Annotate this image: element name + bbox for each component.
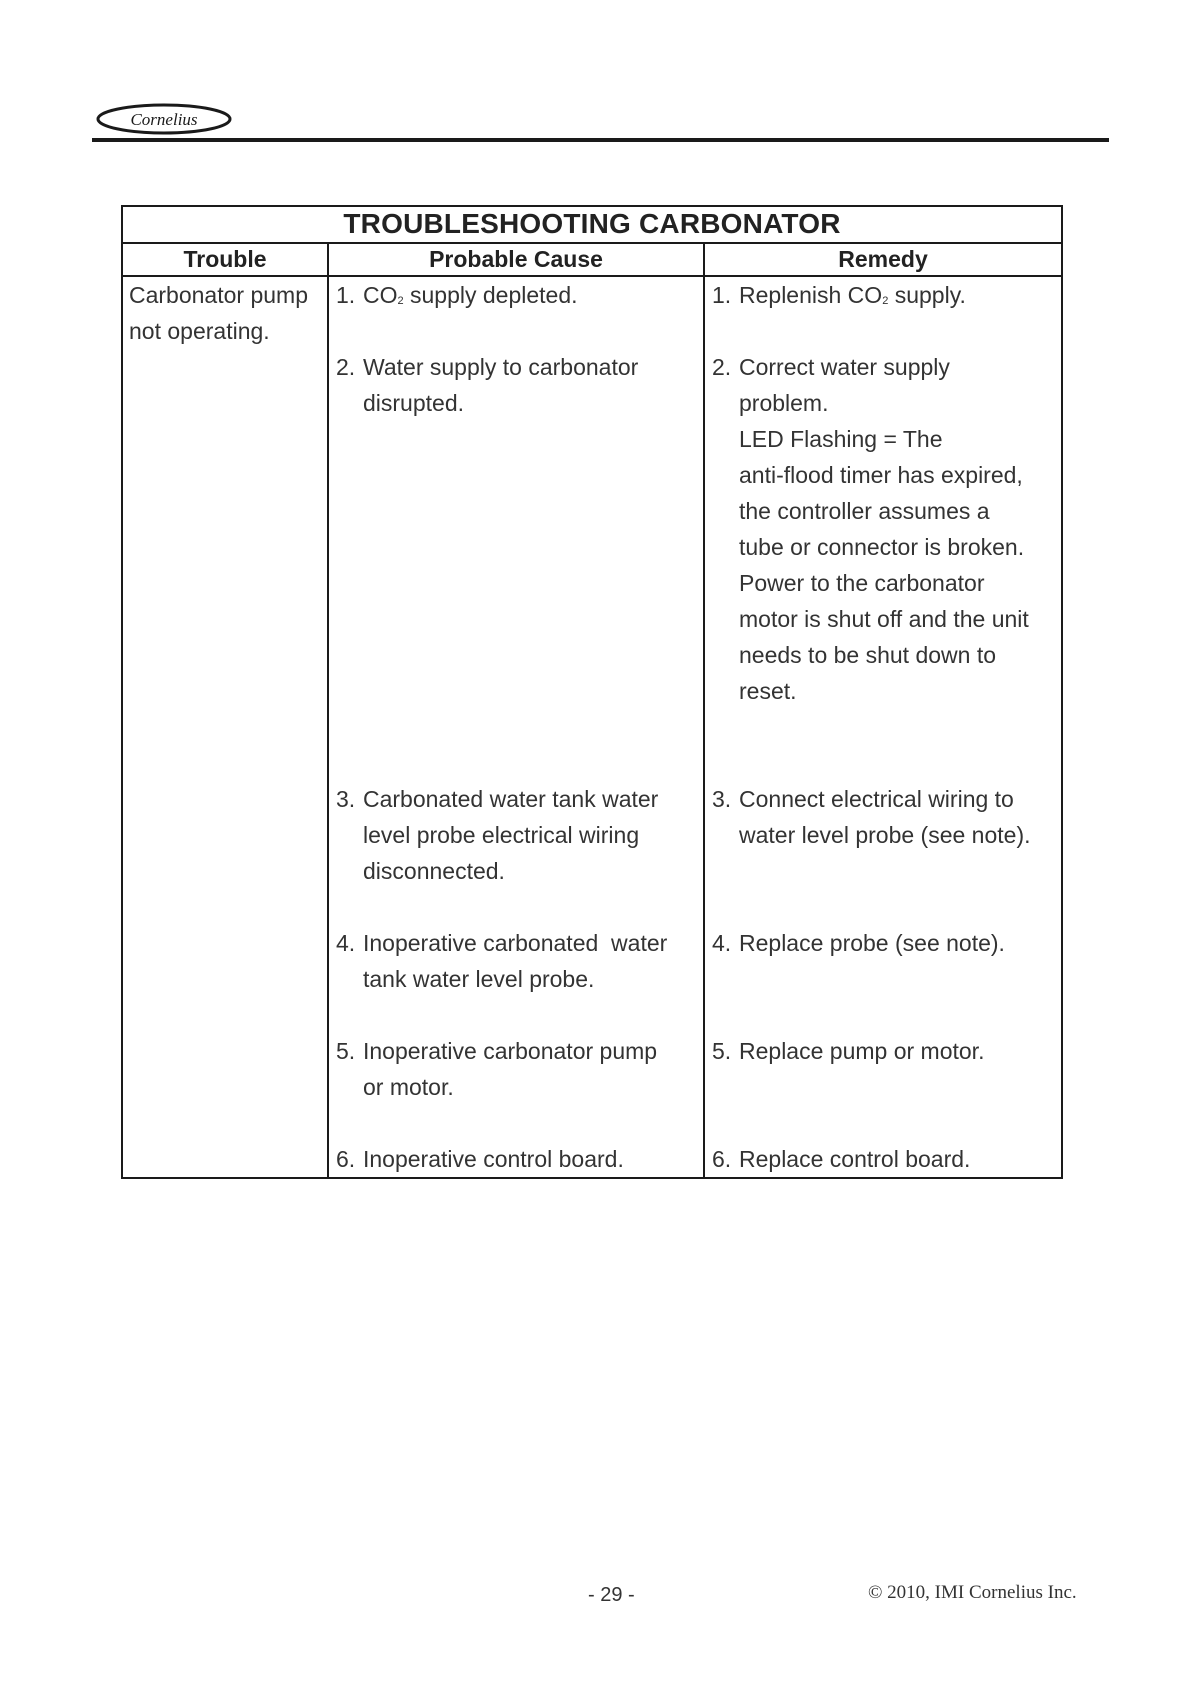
page-number: - 29 - — [588, 1584, 635, 1606]
item-line: Carbonated water tank water — [363, 786, 659, 812]
cause-item-2 — [336, 349, 697, 781]
cause-item-4 — [336, 925, 697, 1033]
item-number: 2. — [712, 354, 732, 380]
item-line: Inoperative control board. — [363, 1146, 624, 1172]
item-line: disrupted. — [363, 390, 465, 416]
item-line: the controller assumes a — [739, 498, 990, 524]
trouble-line: Carbonator pump — [129, 282, 308, 308]
item-line: reset. — [739, 678, 797, 704]
column-header-trouble: Trouble — [122, 243, 328, 276]
cause-item-5 — [336, 1033, 697, 1141]
item-number: 1. — [336, 282, 356, 308]
copyright-notice: © 2010, IMI Cornelius Inc. — [868, 1582, 1077, 1603]
item-line: tank water level probe. — [363, 966, 595, 992]
item-line: Connect electrical wiring to — [739, 786, 1014, 812]
item-line: water level probe (see note). — [739, 822, 1031, 848]
item-line: Inoperative carbonated water — [363, 930, 668, 956]
item-number: 4. — [712, 930, 732, 956]
item-line: Power to the carbonator — [739, 570, 985, 596]
item-line: Replace probe (see note). — [739, 930, 1005, 956]
cause-item-1 — [336, 277, 697, 349]
item-line: Correct water supply — [739, 354, 950, 380]
remedy-item-1 — [712, 277, 1055, 349]
item-number: 2. — [336, 354, 356, 380]
column-header-remedy: Remedy — [704, 243, 1062, 276]
table-title: TROUBLESHOOTING CARBONATOR — [122, 206, 1062, 243]
item-line: Water supply to carbonator — [363, 354, 639, 380]
remedy-item-4 — [712, 925, 1055, 1033]
cornelius-logo — [92, 100, 232, 140]
item-line: LED Flashing = The — [739, 426, 943, 452]
trouble-line: not operating. — [129, 318, 270, 344]
header-rule — [92, 138, 1109, 142]
causes-cell — [328, 276, 704, 1178]
cause-item-6 — [336, 1141, 697, 1177]
item-line: or motor. — [363, 1074, 454, 1100]
item-line: anti-flood timer has expired, — [739, 462, 1023, 488]
logo-text: Cornelius — [130, 110, 198, 129]
item-line: Replace control board. — [739, 1146, 971, 1172]
remedy-item-6 — [712, 1141, 1055, 1177]
item-number: 6. — [712, 1146, 732, 1172]
remedy-item-5 — [712, 1033, 1055, 1141]
remedy-item-2 — [712, 349, 1055, 781]
item-line: motor is shut off and the unit — [739, 606, 1029, 632]
item-number: 5. — [712, 1038, 732, 1064]
item-number: 1. — [712, 282, 732, 308]
item-line: Inoperative carbonator pump — [363, 1038, 658, 1064]
item-line: Replenish CO — [739, 282, 883, 308]
item-line: supply. — [894, 282, 966, 308]
troubleshooting-table — [121, 205, 1063, 1179]
item-line: Replace pump or motor. — [739, 1038, 985, 1064]
item-number: 3. — [712, 786, 732, 812]
trouble-cell — [122, 276, 328, 1178]
item-number: 3. — [336, 786, 356, 812]
subscript: 2 — [882, 295, 889, 307]
subscript: 2 — [397, 295, 404, 307]
column-header-cause: Probable Cause — [328, 243, 704, 276]
item-line: problem. — [739, 390, 829, 416]
item-line: needs to be shut down to — [739, 642, 997, 668]
item-number: 4. — [336, 930, 356, 956]
item-line: supply depleted. — [410, 282, 578, 308]
item-line: CO — [363, 282, 398, 308]
item-line: tube or connector is broken. — [739, 534, 1025, 560]
item-number: 5. — [336, 1038, 356, 1064]
item-line: disconnected. — [363, 858, 505, 884]
cause-item-3 — [336, 781, 697, 925]
remedies-cell — [704, 276, 1062, 1178]
item-line: level probe electrical wiring — [363, 822, 640, 848]
remedy-item-3 — [712, 781, 1055, 925]
item-number: 6. — [336, 1146, 356, 1172]
